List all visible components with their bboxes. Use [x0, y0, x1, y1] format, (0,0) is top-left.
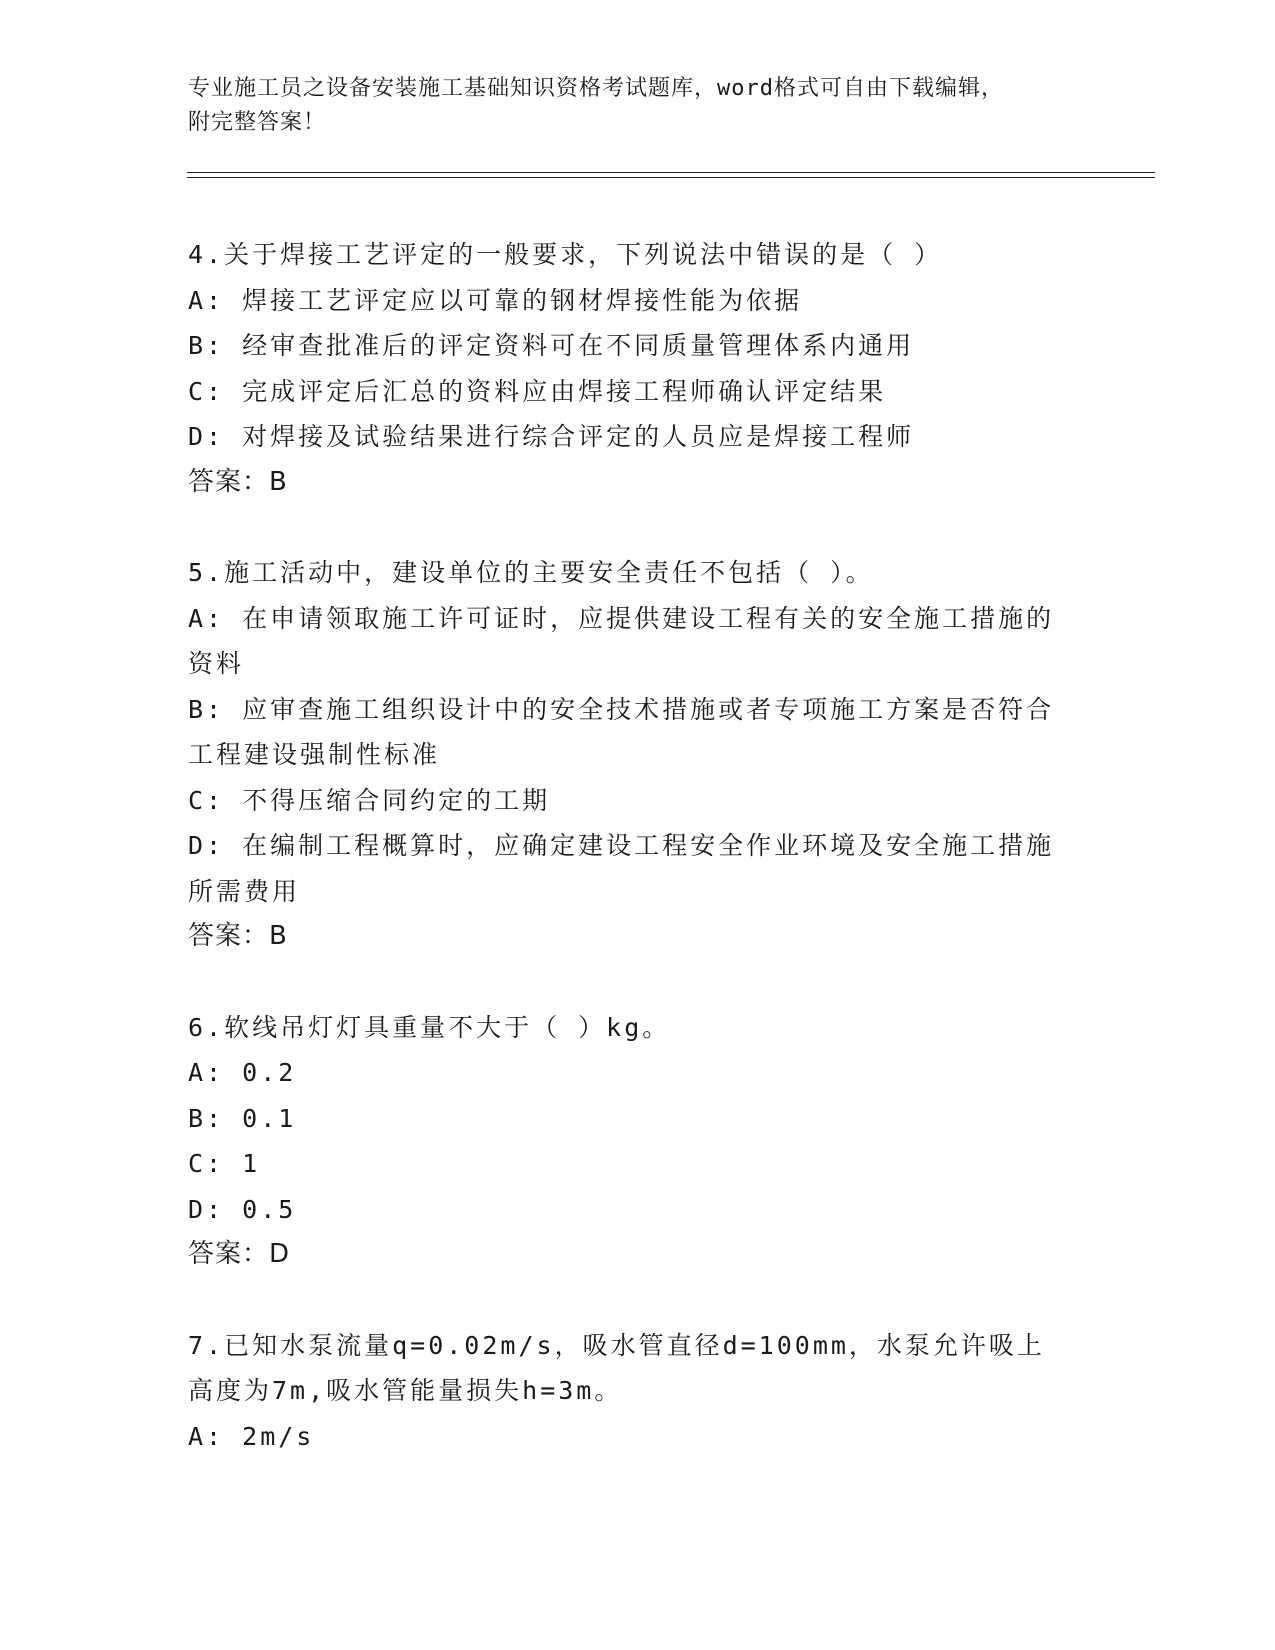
question-stem: 6.软线吊灯灯具重量不大于（ ）kg。: [188, 1012, 671, 1042]
header-rule-bottom: [187, 177, 1155, 178]
answer: 答案：B: [188, 466, 288, 497]
option-a: A: 在申请领取施工许可证时，应提供建设工程有关的安全施工措施的资料: [188, 603, 1055, 678]
option-d: D: 在编制工程概算时，应确定建设工程安全作业环境及安全施工措施所需费用: [188, 831, 1055, 906]
option-a: A: 焊接工艺评定应以可靠的钢材焊接性能为依据: [188, 285, 803, 315]
option-d: D: 对焊接及试验结果进行综合评定的人员应是焊接工程师: [188, 422, 915, 451]
document-header: [188, 72, 1068, 140]
question-list: [188, 232, 1068, 1459]
option-b: B: 0.1: [188, 1103, 297, 1133]
answer: 答案：D: [188, 1239, 291, 1269]
header-line-1: 专业施工员之设备安装施工基础知识资格考试题库，word格式可自由下载编辑，: [188, 76, 1004, 101]
question-4: [188, 232, 1068, 505]
question-stem: 7.已知水泵流量q=0.02m/s，吸水管直径d=100mm，水泵允许吸上高度为7m,吸水管能量损失h=3m。: [188, 1330, 1045, 1405]
question-6: [188, 1005, 1068, 1278]
option-a: A: 0.2: [188, 1058, 297, 1087]
question-7: [188, 1323, 1068, 1460]
answer: 答案：B: [188, 921, 288, 951]
question-stem: 4.关于焊接工艺评定的一般要求，下列说法中错误的是（ ）: [188, 240, 943, 269]
option-d: D: 0.5: [188, 1194, 297, 1224]
option-c: C: 不得压缩合同约定的工期: [188, 785, 551, 815]
option-c: C: 1: [188, 1149, 261, 1178]
question-5: [188, 550, 1068, 960]
option-c: C: 完成评定后汇总的资料应由焊接工程师确认评定结果: [188, 376, 887, 406]
header-rule-top: [187, 172, 1155, 173]
question-stem: 5.施工活动中，建设单位的主要安全责任不包括（ ）。: [188, 558, 874, 587]
option-b: B: 经审查批准后的评定资料可在不同质量管理体系内通用: [188, 331, 915, 360]
option-b: B: 应审查施工组织设计中的安全技术措施或者专项施工方案是否符合工程建设强制性标准: [188, 694, 1055, 769]
header-line-2: 附完整答案！: [188, 110, 327, 135]
option-a: A: 2m/s: [188, 1421, 315, 1451]
